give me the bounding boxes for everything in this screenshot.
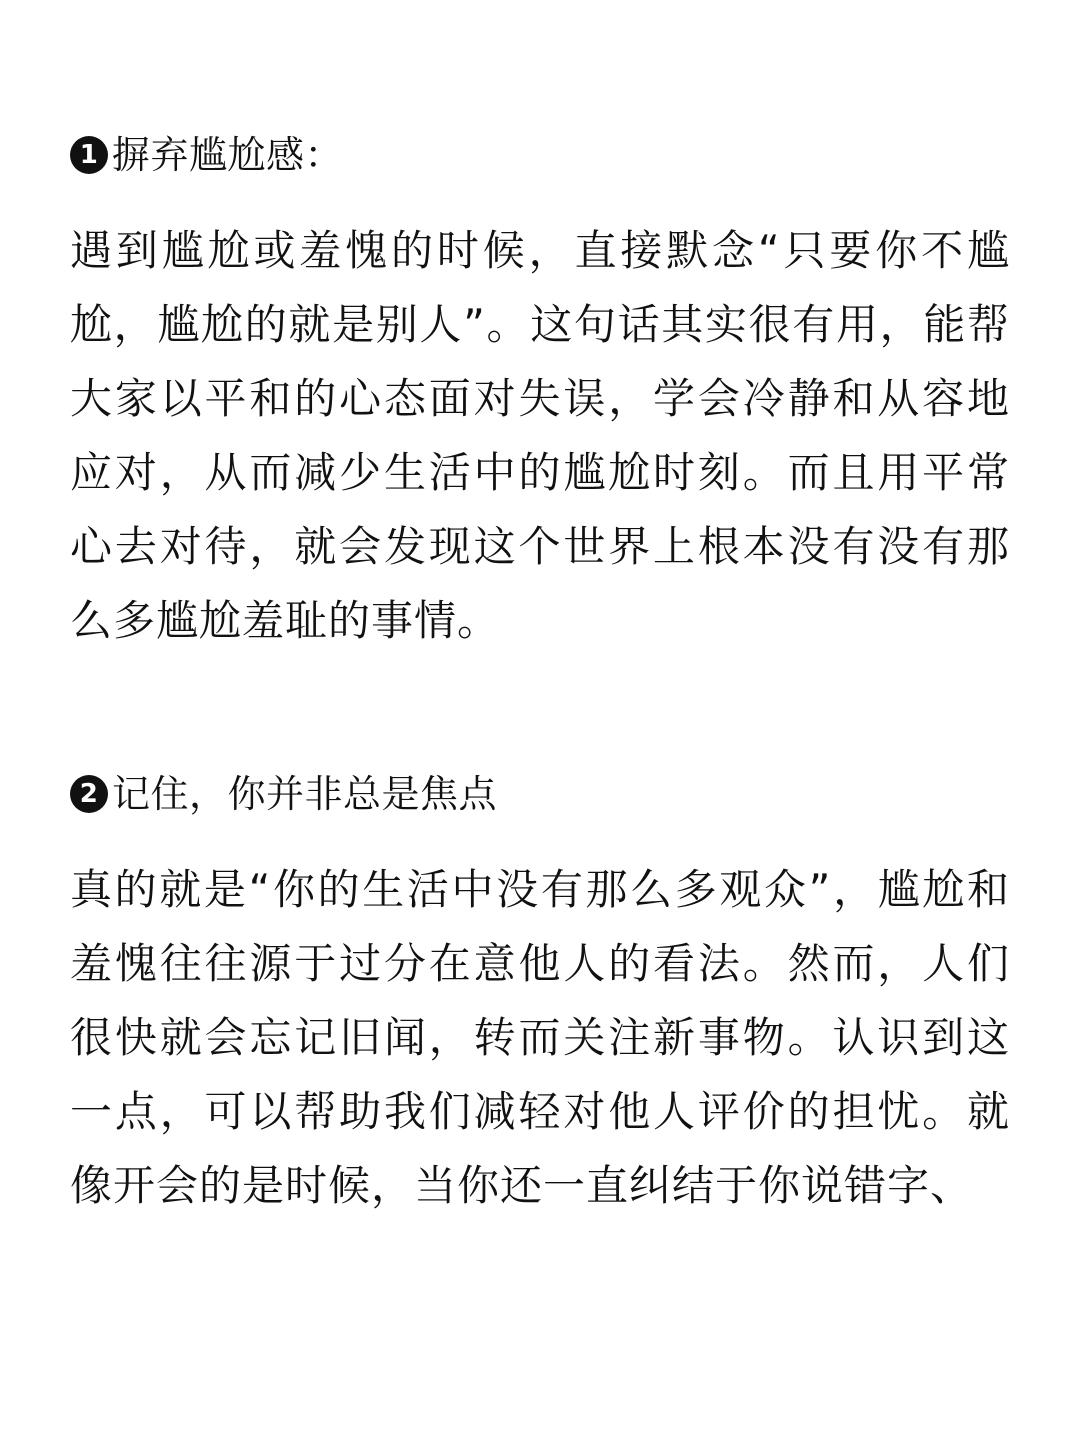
section-2: [70, 763, 1010, 1223]
article: [70, 124, 1010, 1223]
number-badge-2: 2: [70, 775, 108, 813]
section-heading: [70, 763, 1010, 825]
section-paragraph: 遇到尴尬或羞愧的时候，直接默念“只要你不尴尬，尴尬的就是别人”。这句话其实很有用，能帮大家以平和的心态面对失误，学会冷静和从容地应对，从而减少生活中的尴尬时刻。而且用平常心去对待，就会发现这个世界上根本没有没有那么多尴尬羞耻的事情。: [70, 226, 1010, 645]
section-heading: [70, 124, 1010, 186]
section-paragraph: 真的就是“你的生活中没有那么多观众”，尴尬和羞愧往往源于过分在意他人的看法。然而，人们很快就会忘记旧闻，转而关注新事物。认识到这一点，可以帮助我们减轻对他人评价的担忧。就像开会的是时候，当你还一直纠结于你说错字、: [70, 865, 1010, 1210]
section-1: [70, 124, 1010, 658]
number-badge-1: 1: [70, 136, 108, 174]
section-title: 摒弃尴尬感：: [112, 133, 344, 177]
section-title: 记住，你并非总是焦点: [112, 772, 498, 816]
